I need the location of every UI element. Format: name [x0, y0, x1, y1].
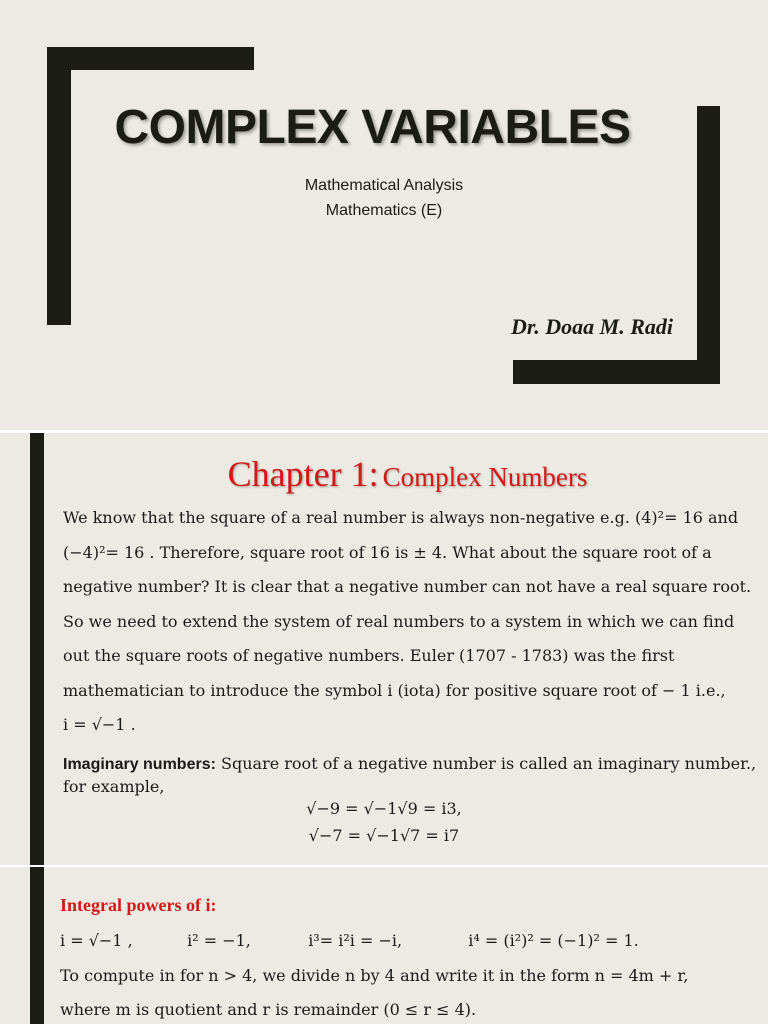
quotient-remainder: where m is quotient and r is remainder (0 ≤ r ≤ 4).	[60, 1000, 477, 1019]
author-name: Dr. Doaa M. Radi	[511, 314, 673, 339]
powers-slide	[0, 867, 768, 1024]
paragraph-line: We know that the square of a real number is always non-negative e.g. (4)²= 16 and	[63, 508, 739, 527]
powers-equations	[60, 931, 760, 950]
slide-title: COMPLEX VARIABLES	[114, 101, 631, 154]
imaginary-definition	[63, 753, 763, 798]
power-i1: i = √−1 ,	[60, 931, 133, 950]
division-rule: To compute in for n > 4, we divide n by 4 and write it in the form n = 4m + r,	[60, 966, 689, 985]
chapter-heading	[0, 453, 768, 495]
frame-top-bar	[47, 47, 254, 70]
power-i2: i² = −1,	[187, 931, 251, 950]
paragraph-line: i = √−1 .	[63, 715, 136, 734]
subtitle-course: Mathematics (E)	[325, 202, 443, 219]
subtitle-analysis: Mathematical Analysis	[304, 177, 464, 194]
power-i3: i³= i²i = −i,	[308, 931, 403, 950]
equation-sqrt-7: √−7 = √−1√7 = i7	[308, 826, 460, 845]
paragraph-line: mathematician to introduce the symbol i (iota) for positive square root of − 1 i.e.,	[63, 680, 726, 700]
paragraph-line: (−4)²= 16 . Therefore, square root of 16 is ± 4. What about the square root of a	[63, 542, 712, 562]
imaginary-text: Square root of a negative number is called an imaginary number., for example,	[63, 754, 757, 796]
paragraph-line: out the square roots of negative numbers. Euler (1707 - 1783) was the first	[63, 646, 675, 665]
accent-bar	[30, 867, 44, 1024]
equation-sqrt-9: √−9 = √−1√9 = i3,	[306, 799, 462, 818]
chapter-title: Complex Numbers	[382, 462, 588, 492]
paragraph-line: So we need to extend the system of real numbers to a system in which we can find	[63, 611, 735, 631]
powers-title: Integral powers of i:	[60, 895, 217, 915]
paragraph-line: negative number? It is clear that a negative number can not have a real square root.	[63, 577, 752, 596]
chapter-label: Chapter 1:	[227, 454, 379, 494]
chapter-slide	[0, 433, 768, 865]
intro-paragraph	[63, 507, 763, 749]
frame-bottom-bar	[513, 360, 720, 384]
power-i4: i⁴ = (i²)² = (−1)² = 1.	[468, 931, 639, 950]
title-slide	[0, 0, 768, 430]
imaginary-label: Imaginary numbers:	[63, 756, 216, 773]
